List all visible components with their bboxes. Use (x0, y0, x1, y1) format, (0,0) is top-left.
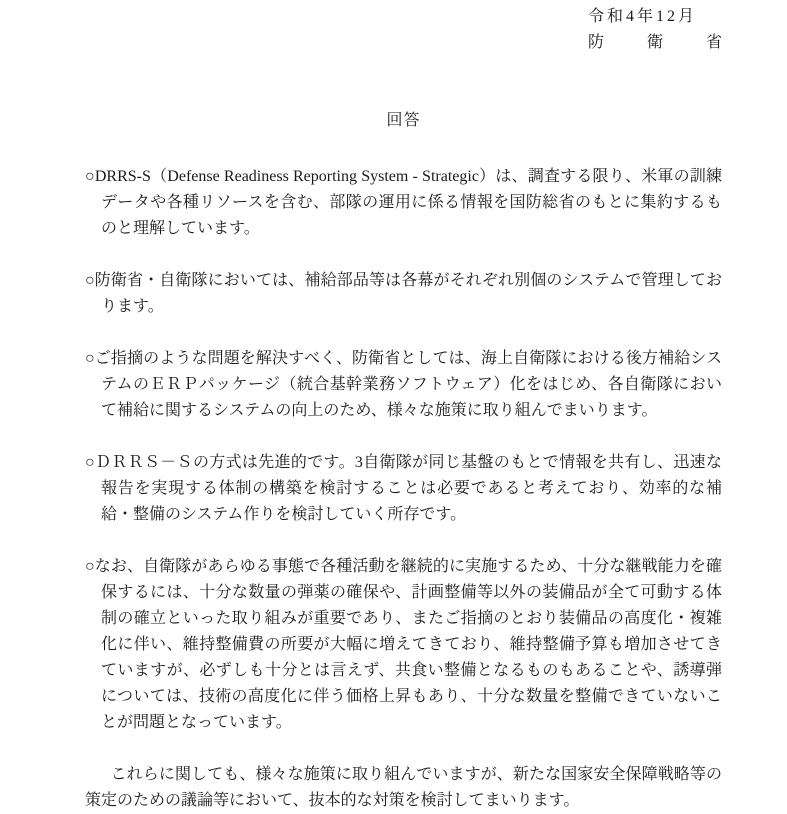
paragraph-text: なお、自衛隊があらゆる事態で各種活動を継続的に実施するため、十分な継戦能力を確保するには、十分な数量の弾薬の確保や、計画整備等以外の装備品が全て可動する体制の確立といった取り組みが重要であり、またご指摘のとおり装備品の高度化・複雑化に伴い、維持整備費の所要が大幅に増えてきており、維持整備予算も増加させてきていますが、必ずしも十分とは言えず、共食い整備となるものもあることや、誘導弾については、技術の高度化に伴う価格上昇もあり、十分な数量を整備できていないことが問題となっています。 (94, 558, 722, 731)
paragraph-marker: ○ (85, 454, 95, 471)
paragraph-marker: ○ (85, 350, 95, 367)
organization-line: 防衛省 (588, 34, 722, 51)
document-body (85, 164, 722, 814)
document-header (85, 4, 722, 56)
paragraph-marker: ○ (85, 272, 95, 289)
answer-paragraph-3 (85, 346, 722, 424)
paragraph-text: ご指摘のような問題を解決すべく、防衛省としては、海上自衛隊における後方補給システムのＥＲＰパッケージ（統合基幹業務ソフトウェア）化をはじめ、各自衛隊において補給に関するシステムの向上のため、様々な施策に取り組んでまいります。 (94, 350, 722, 419)
date-line: 令和4年12月 (588, 8, 698, 25)
paragraph-text: DRRS-S（Defense Readiness Reporting System - Strategic）は、調査する限り、米軍の訓練データや各種リソースを含む、部隊の運用に係る情報を国防総省のもとに集約するものと理解しています。 (94, 168, 722, 237)
answer-paragraph-1 (85, 164, 722, 242)
answer-paragraph-2 (85, 268, 722, 320)
paragraph-text: 防衛省・自衛隊においては、補給部品等は各幕がそれぞれ別個のシステムで管理しております。 (94, 272, 722, 315)
document-header-block (588, 4, 722, 56)
paragraph-marker: ○ (85, 168, 95, 185)
closing-paragraph: これらに関しても、様々な施策に取り組んでいますが、新たな国家安全保障戦略等の策定のための議論等において、抜本的な対策を検討してまいります。 (85, 766, 722, 809)
answer-paragraph-5 (85, 554, 722, 736)
answer-paragraph-4 (85, 450, 722, 528)
paragraph-marker: ○ (85, 558, 95, 575)
paragraph-text: ＤＲＲＳ－Ｓの方式は先進的です。3自衛隊が同じ基盤のもとで情報を共有し、迅速な報告を実現する体制の構築を検討することは必要であると考えており、効率的な補給・整備のシステム作りを検討していく所存です。 (95, 454, 722, 523)
document-title: 回答 (386, 112, 421, 129)
